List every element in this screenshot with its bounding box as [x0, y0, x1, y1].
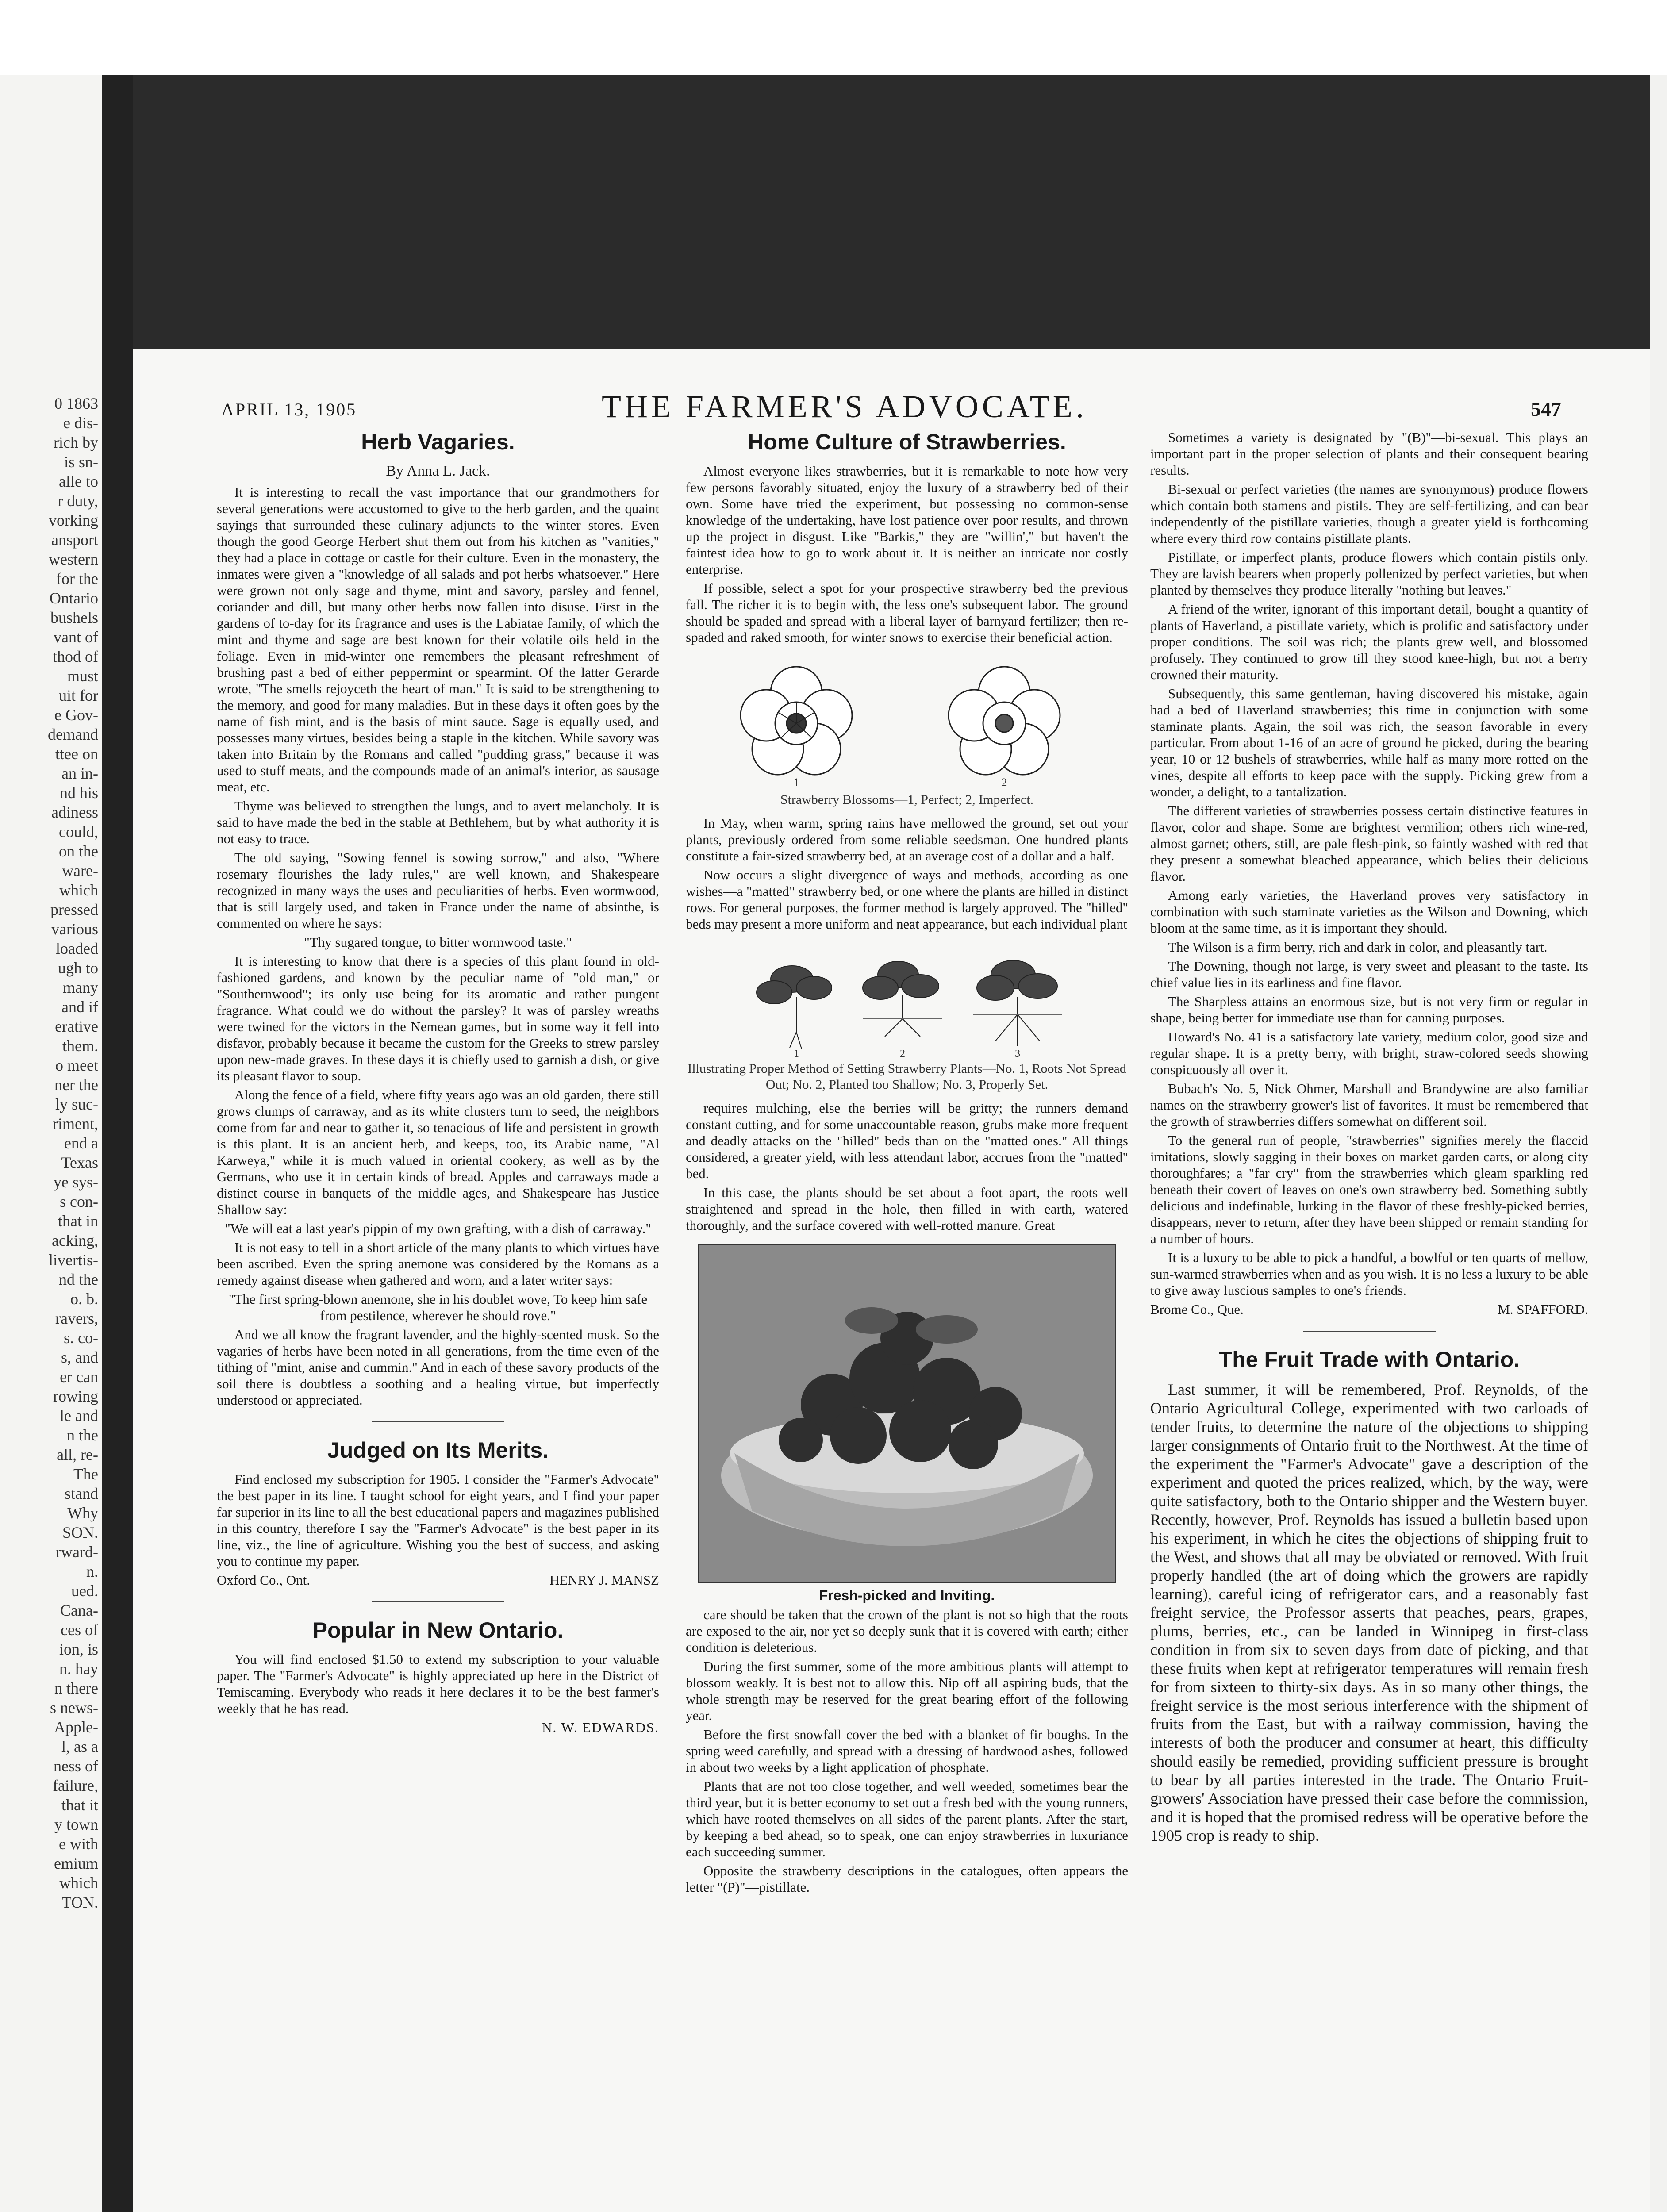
paragraph: requires mulching, else the berries will be gritty; the runners demand constant cutting, and for some unaccountable reason, grubs make more frequent and deadly attacks on the "hilled" beds than on the "matted ones." All things considered, a greater yield, with less attendant labor, accrues from the "matted" bed.	[686, 1100, 1128, 1181]
letter-signature	[217, 1572, 659, 1588]
previous-page-line: s con-	[60, 1193, 98, 1210]
scan-top-shadow	[133, 75, 1650, 349]
previous-page-line: r duty,	[58, 492, 98, 510]
previous-page-line: s, and	[61, 1348, 98, 1366]
previous-page-line: various	[51, 920, 98, 938]
previous-page-line: acking,	[52, 1232, 98, 1249]
previous-page-line: Why	[67, 1504, 98, 1522]
previous-page-line: that it	[61, 1796, 98, 1814]
paragraph: During the first summer, some of the more ambitious plants will attempt to blossom weakly. It is best not to allow this. Nip off all aspiring buds, that the whole strength may be reserved for the great bearing effort of the following year.	[686, 1659, 1128, 1723]
blossom-illustration	[686, 657, 1128, 790]
issue-date: APRIL 13, 1905	[221, 399, 357, 419]
previous-page-line: ttee on	[55, 745, 98, 763]
previous-page-line: ye sys-	[54, 1173, 98, 1191]
previous-page-line: Apple-	[54, 1718, 98, 1736]
paragraph: It is not easy to tell in a short article of the many plants to which virtues have been ascribed. Even the spring anemone was considered by the Romans as a remedy against disease when gathered and worn, and a later writer says:	[217, 1240, 659, 1288]
previous-page-line: n.	[86, 1563, 98, 1580]
quotation: "Thy sugared tongue, to bitter wormwood taste."	[304, 934, 572, 950]
previous-page-line: vant of	[54, 628, 98, 646]
previous-page-line: e Gov-	[54, 706, 98, 724]
article-title-fruit-trade: The Fruit Trade with Ontario.	[1218, 1347, 1520, 1372]
paragraph: Howard's No. 41 is a satisfactory late variety, medium color, good size and regular shape. It is a pretty berry, with bright, straw-colored seeds showing conspicuously all over it.	[1150, 1029, 1588, 1077]
previous-page-line: that in	[58, 1212, 98, 1230]
previous-page-line: failure,	[53, 1777, 98, 1794]
photo-image	[699, 1245, 1115, 1582]
column-2	[686, 429, 1128, 2084]
paragraph: Before the first snowfall cover the bed with a blanket of fir boughs. In the spring weed carefully, and spread with a dressing of hardwood ashes, followed in about two weeks by a light application of phosphate.	[686, 1727, 1128, 1775]
previous-page-line: emium	[54, 1855, 98, 1872]
figure-caption: Illustrating Proper Method of Setting Strawberry Plants—No. 1, Roots Not Spread Out; No. 2, Planted too Shallow; No. 3, Properly Set.	[688, 1061, 1126, 1092]
previous-page-line: SON.	[62, 1524, 98, 1541]
letter-text: You will find enclosed $1.50 to extend my subscription to your valuable paper. The "Farmer's Advocate" is highly appreciated up here in the District of Temiscaming. Everybody who reads it here declares it to be the best farmer's weekly that he has read.	[217, 1651, 659, 1716]
previous-page-line: western	[49, 550, 98, 568]
previous-page-line: er can	[60, 1368, 98, 1386]
previous-page-line: 0 1863	[54, 395, 98, 412]
paragraph: care should be taken that the crown of the plant is not so high that the roots are exposed to the air, nor yet so deeply sunk that it is covered with earth; either condition is deleterious.	[686, 1607, 1128, 1655]
previous-page-line: nd the	[59, 1271, 98, 1288]
previous-page-line: vorking	[49, 511, 98, 529]
previous-page-line: rward-	[56, 1543, 98, 1561]
previous-page-line: alle to	[59, 472, 98, 490]
strawberry-bowl-photo	[698, 1244, 1116, 1583]
paragraph: The Sharpless attains an enormous size, but is not very firm or regular in shape, being better for immediate use than for canning purposes.	[1150, 994, 1588, 1025]
previous-page-line: them.	[62, 1037, 98, 1055]
section-divider	[372, 1421, 504, 1422]
previous-page-line: s. co-	[64, 1329, 98, 1347]
previous-page-line: n the	[67, 1426, 98, 1444]
paragraph: It is interesting to know that there is a species of this plant found in old-fashioned gardens, and known by the peculiar name of "old man," or "Southernwood"; its only use being for its aromatic and rather pungent fragrance. What could we do without the parsley? It was of parsley wreaths were twined for the victors in the Nemean games, but in some way it fell into disfavor, probably because it became the custom for the Greeks to strew parsley upon new-made graves. In these days it is chiefly used to garnish a dish, or give its pleasant flavor to soup.	[217, 953, 659, 1083]
previous-page-line: ravers,	[55, 1310, 98, 1327]
previous-page-line: o meet	[55, 1056, 98, 1074]
article-byline: By Anna L. Jack.	[386, 463, 490, 479]
previous-page-line: loaded	[56, 940, 98, 957]
fruit-trade-body	[1150, 1380, 1588, 1845]
quotation: "The first spring-blown anemone, she in his doublet wove, To keep him safe from pestilence, wherever he should rove."	[228, 1291, 648, 1323]
section-divider	[372, 1601, 504, 1602]
previous-page-line: n there	[54, 1679, 98, 1697]
paragraph: The Wilson is a firm berry, rich and dark in color, and pleasantly tart.	[1168, 939, 1548, 955]
scan-top-margin	[0, 0, 1667, 75]
paragraph: In this case, the plants should be set about a foot apart, the roots well straightened and spread in the hole, then filled in with earth, watered thoroughly, and the surface covered with well-rotted manure. Great	[686, 1185, 1128, 1233]
previous-page-line: ly suc-	[55, 1095, 98, 1113]
perfect-blossom	[741, 667, 852, 775]
paragraph: The different varieties of strawberries possess certain distinctive features in flavor, color and shape. Some are brightest vermilion; others rich wine-red, almost garnet; others, still, are pale flesh-pink, so faintly washed with red that they present a somewhat bleached appearance, which belies their delicious flavor.	[1150, 803, 1588, 884]
paragraph: Pistillate, or imperfect plants, produce flowers which contain pistils only. They are lavish bearers when properly pollenized by perfect varieties, but when planted by themselves they produce literally "nothing but leaves."	[1150, 549, 1588, 598]
paragraph: Bubach's No. 5, Nick Ohmer, Marshall and Brandywine are also familiar names on the strawberry grower's list of favorites. It must be remembered that the growth of strawberries differs somewhat on different soil.	[1150, 1081, 1588, 1129]
previous-page-line: stand	[65, 1485, 98, 1502]
previous-page-line: s news-	[50, 1699, 98, 1717]
previous-page-line: The	[73, 1465, 98, 1483]
photo-caption: Fresh-picked and Inviting.	[819, 1587, 995, 1603]
paragraph: Along the fence of a field, where fifty years ago was an old garden, there still grows clumps of carraway, and as its white clusters turn to seed, the neighbors come from far and near to gather it, so tenacious of life and persistent in growth is this plant. It is an ancient herb, and keeps, too, its Arabic name, "Al Karweya," while it is much valued in oriental cookery, as well as by the Germans, who use it in certain kinds of bread. Apples and carraways made a distinct course in banquets of the middle ages, and Shakespeare has Justice Shallow say:	[217, 1087, 659, 1217]
previous-page-line: demand	[48, 726, 98, 743]
previous-page-line: e dis-	[63, 414, 98, 432]
column-3	[1150, 429, 1588, 2084]
previous-page-line: ued.	[71, 1582, 98, 1600]
previous-page-line: n. hay	[59, 1660, 98, 1678]
figure-caption: Strawberry Blossoms—1, Perfect; 2, Imperfect.	[780, 792, 1034, 807]
paragraph: Plants that are not too close together, and well weeded, sometimes bear the third year, but it is better economy to set out a fresh bed with the young runners, which have rooted themselves on all sides of the parent plants. After the start, by keeping a bed ahead, so to speak, one can enjoy strawberries in luxuriance each succeeding summer.	[686, 1778, 1128, 1859]
previous-page-line: adiness	[51, 803, 98, 821]
paragraph: The Downing, though not large, is very sweet and pleasant to the taste. Its chief value lies in its earliness and fine flavor.	[1150, 958, 1588, 990]
letter-text: Find enclosed my subscription for 1905. I consider the "Farmer's Advocate" the best paper in its line. I taught school for eight years, and I find your paper far superior in its line to all the best educational papers and magazines published in this country, therefore I say the "Farmer's Advocate" is the best paper in its line, viz., the line of agriculture. Wishing you the best of success, and asking you to continue my paper.	[217, 1471, 659, 1569]
previous-page-line: uit for	[59, 687, 98, 704]
paragraph: Among early varieties, the Haverland proves very satisfactory in combination with such staminate varieties as the Wilson and Downing, which bloom at the same time, as it is important they should.	[1150, 887, 1588, 936]
page-number: 547	[1531, 398, 1561, 420]
article-title-herb-vagaries: Herb Vagaries.	[361, 430, 515, 454]
previous-page-line: an in-	[61, 764, 98, 782]
paragraph: A friend of the writer, ignorant of this important detail, bought a quantity of plants of Haverland, a pistillate variety, which is prolific and satisfactory under proper conditions. The soil was rich; the plants grew well, and blossomed profusely. They continued to grow till they stood knee-high, but not a berry crowned their maturity.	[1150, 601, 1588, 682]
previous-page-line: is sn-	[64, 453, 98, 471]
previous-page-line: all, re-	[57, 1446, 98, 1463]
previous-page-line: ner the	[54, 1076, 98, 1094]
previous-page-line: erative	[55, 1018, 98, 1035]
letter-signer: N. W. EDWARDS.	[542, 1720, 659, 1735]
previous-page-line: on the	[59, 842, 98, 860]
svg-text:1: 1	[794, 1048, 799, 1059]
letter-place: Oxford Co., Ont.	[217, 1572, 310, 1588]
previous-page-line: bushels	[50, 609, 98, 626]
svg-text:1: 1	[793, 776, 799, 789]
previous-page-line: for the	[56, 570, 98, 588]
column-1	[217, 429, 659, 2084]
previous-page-line: ion, is	[59, 1640, 98, 1658]
author-place: Brome Co., Que.	[1150, 1302, 1244, 1317]
paragraph: Almost everyone likes strawberries, but it is remarkable to note how very few persons favorably situated, enjoy the luxury of a strawberry bed of their own. Some have tried the experiment, but possessing no common-sense knowledge of the undertaking, have lost patience over poor results, and thrown up the project in disgust. Like "Barkis," they are "willin'," but haven't the faintest idea how to go to work about it. It is neither an intricate nor costly enterprise.	[686, 463, 1128, 577]
previous-page-line: ness of	[54, 1757, 98, 1775]
previous-page-line: rowing	[53, 1387, 98, 1405]
paragraph: Sometimes a variety is designated by "(B)"—bi-sexual. This plays an important part in the proper selection of plants and their consequent bearing results.	[1150, 430, 1588, 478]
previous-page-line: o. b.	[70, 1290, 98, 1308]
previous-page-line: ugh to	[58, 959, 98, 977]
figure-setting-plants	[686, 944, 1128, 1093]
article-title-judged-on-merits: Judged on Its Merits.	[327, 1438, 549, 1463]
figure-strawberry-blossoms	[686, 657, 1128, 808]
previous-page-line: ces of	[61, 1621, 98, 1639]
previous-page-line: Cana-	[60, 1601, 98, 1619]
paragraph: Now occurs a slight divergence of ways and methods, according as one wishes—a "matted" strawberry bed, or one where the plants are hilled in distinct rows. For general purposes, the former method is largely approved. The "hilled" beds may present a more uniform and neat appearance, but each individual plant	[686, 867, 1128, 932]
paragraph: It is interesting to recall the vast importance that our grandmothers for several generations were accustomed to give to the herb garden, and the quaint sayings that surrounded these culinary adjuncts to the winter stores. Even though the good George Herbert shut them out from his kitchen as "vanities," they had a place in cottage or castle for their culture. Even in the monastery, the inmates were given a "knowledge of all salads and pot herbs whatsoever." Here were grown not only sage and thyme, mint and savory, parsley and fennel, coriander and dill, but many other herbs now fallen into disuse. First in the gardens of to-day for its fragrance and uses is the Labiatae family, of which the mint and thyme and sage are best known for their volatile oils held in the foliage. Even in mid-winter one remembers the pleasant refreshment of brushing past a bed of either peppermint or spearmint. Of the latter Gerarde wrote, "The smells rejoyceth the heart of man." It is said to be strengthening to the memory, and good for many maladies. But in these days it often goes by the name of fish mint, and is the basis of mint sauce. Sage is equally used, and possesses many virtues, besides being a staple in the kitchen. While savory was taken into Britain by the Romans and called "pudding grass," because it was used to stuff meats, and the compounds made of an animal's interior, as sausage meat, etc.	[217, 484, 659, 795]
previous-page-line: riment,	[53, 1115, 98, 1133]
paragraph: The old saying, "Sowing fennel is sowing sorrow," and also, "Where rosemary flourishes the lady rules," are well known, and Shakespeare recognized in many ways the uses and peculiarities of herbs. Even wormwood, that is still largely used, and taken in France under the name of absinthe, is commented on where he says:	[217, 850, 659, 931]
previous-page-line: many	[63, 979, 98, 996]
previous-page-line: could,	[59, 823, 98, 841]
paragraph: Thyme was believed to strengthen the lungs, and to avert melancholy. It is said to have made the bed in the stable at Bethlehem, but by what authority it is not easy to trace.	[217, 798, 659, 846]
previous-page-line: rich by	[54, 434, 98, 451]
article-signature	[1150, 1301, 1588, 1317]
previous-page-line: end a	[64, 1134, 98, 1152]
imperfect-blossom	[949, 667, 1060, 775]
quotation: "We will eat a last year's pippin of my own grafting, with a dish of carraway."	[225, 1221, 651, 1236]
previous-page-line: must	[67, 667, 98, 685]
paragraph: It is a luxury to be able to pick a handful, a bowlful or ten quarts of mellow, sun-warmed strawberries when and as you wish. It is no less a luxury to be able to give away luscious samples to one's friends.	[1150, 1250, 1588, 1298]
paragraph: Last summer, it will be remembered, Prof. Reynolds, of the Ontario Agricultural College, experimented with two carloads of tender fruits, to determine the nature of the objections to shipping larger consignments of Ontario fruit to the Northwest. At the time of the experiment the "Farmer's Advocate" gave a description of the experiment and quoted the prices realized, which, by the way, were quite satisfactory, both to the Ontario shipper and the Western buyer. Recently, however, Prof. Reynolds has issued a bulletin based upon his experiment, in which he cites the objections of shipping fruit to the West, and shows that all may be obviated or removed. With fruit properly handled (the art of doing which the growers are rapidly learning), careful icing of refrigerator cars, and a reasonably fast freight service, the Professor asserts that peaches, pears, grapes, plums, berries, etc., can be landed in Winnipeg in first-class condition in from six to seven days from date of picking, and that these fruits when kept at refrigerator temperatures will remain fresh for from sixteen to thirty-six days. As in so many other things, the freight service is the most serious interference with the shipment of fruits from the East, but with a railway commission, having the interests of both the producer and consumer at heart, this difficulty should easily be remedied, providing sufficient pressure is brought to bear by all parties interested in the trade. The Ontario Fruit-growers' Association have pressed their case before the commission, and it is hoped that the promised redress will be operative before the 1905 crop is ready to ship.	[1150, 1381, 1588, 1844]
paragraph: In May, when warm, spring rains have mellowed the ground, set out your plants, previously ordered from some reliable seedsman. One hundred plants constitute a fair-sized strawberry bed, at an average cost of a dollar and a half.	[686, 815, 1128, 864]
previous-page-line: e with	[59, 1835, 98, 1853]
previous-page-line: ware-	[62, 862, 98, 879]
section-divider	[1303, 1331, 1436, 1332]
previous-page-edge	[0, 75, 102, 2212]
plant-roots-not-spread	[757, 966, 832, 1049]
article-title-strawberries: Home Culture of Strawberries.	[748, 430, 1066, 454]
plant-too-shallow	[863, 961, 942, 1037]
paragraph: Bi-sexual or perfect varieties (the names are synonymous) produce flowers which contain both stamens and pistils. They are self-fertilizing, and can bear independently of the pistillate varieties, though a greater yield is forthcoming where every third row contains pistillate plants.	[1150, 481, 1588, 546]
scan-gutter-shadow	[102, 75, 133, 2212]
previous-page-line: TON.	[61, 1893, 98, 1911]
paragraph: Opposite the strawberry descriptions in the catalogues, often appears the letter "(P)"—pistillate.	[686, 1863, 1128, 1895]
previous-page-line: l, as a	[61, 1738, 98, 1755]
paragraph: To the general run of people, "strawberries" signifies merely the flaccid imitations, slowly sagging in their boxes on market garden carts, or along city thoroughfares; a "far cry" from the strawberries which gleam sparkling red beneath their covert of leaves on one's own strawberry bed. Something subtly delicious and indefinable, lurking in the flavor of these freshly-picked berries, disappears, never to return, after they have been shipped or remain standing for a number of hours.	[1150, 1133, 1588, 1246]
previous-page-line: which	[59, 881, 98, 899]
paragraph: Subsequently, this same gentleman, having discovered his mistake, again had a bed of Haverland strawberries; this time in conjunction with some staminate plants. Again, the soil was rich, the season favorable in every particular. From about 1-16 of an acre of ground he picked, during the bearing year, 10 or 12 bushels of strawberries, while half as many more rotted on the vines, despite all efforts to keep pace with the supply. Picking grew from a wonder, a delight, to a tantalization.	[1150, 686, 1588, 799]
paragraph: And we all know the fragrant lavender, and the highly-scented musk. So the vagaries of herbs have been noted in all generations, from the time even of the tithing of "mint, anise and cummin." And in each of these savory products of the soil there is doubtless a soothing and a healing virtue, but imperfectly understood or appreciated.	[217, 1327, 659, 1408]
svg-text:2: 2	[900, 1048, 905, 1059]
plant-setting-illustration	[686, 944, 1128, 1059]
previous-page-line: thod of	[53, 648, 98, 665]
svg-text:2: 2	[1001, 776, 1007, 789]
masthead-title: THE FARMER'S ADVOCATE.	[602, 389, 1087, 424]
previous-page-line: Texas	[61, 1154, 98, 1171]
previous-page-line: y town	[54, 1816, 98, 1833]
article-title-popular-new-ontario: Popular in New Ontario.	[312, 1618, 564, 1643]
previous-page-line: and if	[61, 998, 98, 1016]
previous-page-line: pressed	[50, 901, 98, 918]
letter-signer: HENRY J. MANSZ	[549, 1572, 659, 1588]
plant-properly-set	[973, 960, 1062, 1046]
author-name: M. SPAFFORD.	[1498, 1302, 1588, 1317]
previous-page-line: le and	[60, 1407, 98, 1425]
previous-page-line: livertis-	[49, 1251, 98, 1269]
previous-page-line: which	[59, 1874, 98, 1892]
newspaper-page	[133, 349, 1650, 2212]
previous-page-line: Ontario	[50, 589, 98, 607]
paragraph: If possible, select a spot for your prospective strawberry bed the previous fall. The richer it is to begin with, the less one's subsequent labor. The ground should be spaded and spread with a liberal layer of barnyard fertilizer; then re-spaded and raked smooth, for winter snows to exercise their beneficial action.	[686, 580, 1128, 645]
previous-page-text	[0, 75, 102, 1912]
previous-page-line: ansport	[51, 531, 98, 549]
svg-text:3: 3	[1015, 1048, 1020, 1059]
previous-page-line: nd his	[59, 784, 98, 802]
